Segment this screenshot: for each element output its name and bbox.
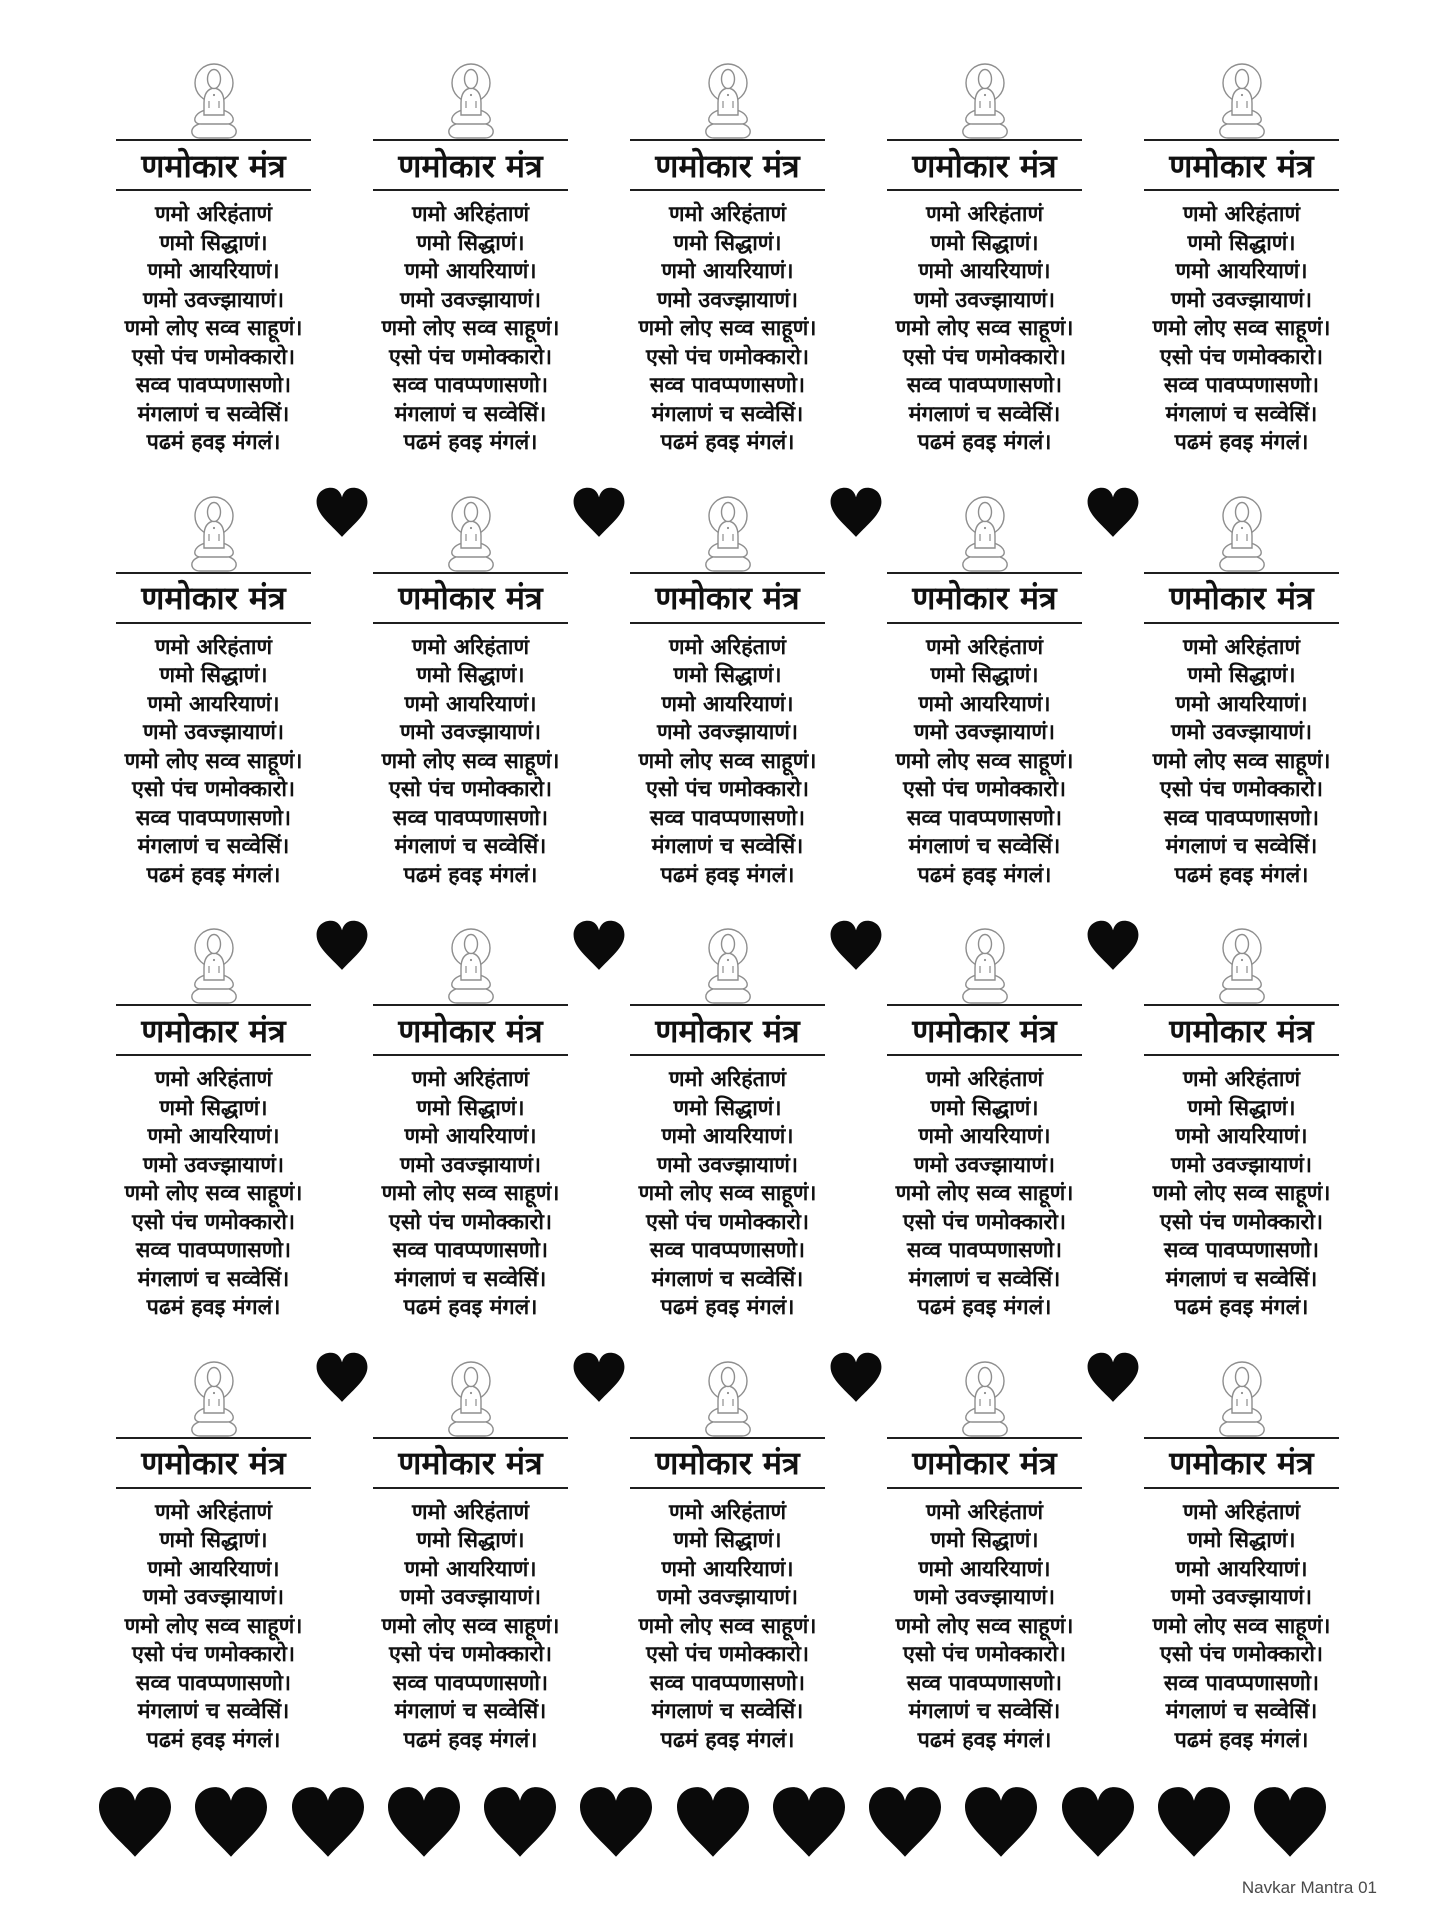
mantra-line: एसो पंच णमोक्कारो। <box>902 1642 1067 1667</box>
mantra-card <box>887 1356 1082 1756</box>
mantra-line: णमो लोए सव्व साहूणं। <box>1152 1181 1331 1206</box>
card-title: णमोकार मंत्र <box>1144 1437 1339 1489</box>
mantra-line: णमो सिद्धाणं। <box>673 1095 782 1121</box>
mantra-card <box>116 58 311 458</box>
card-row <box>116 491 1339 891</box>
mantra-line: पढमं हवइ मंगलं। <box>660 1295 795 1320</box>
mantra-card <box>116 1356 311 1756</box>
heart-icon <box>311 919 373 971</box>
mantra-text <box>373 1066 568 1323</box>
heart-icon <box>1082 486 1144 538</box>
mantra-line: पढमं हवइ मंगलं। <box>1174 1727 1309 1753</box>
mantra-card <box>116 923 311 1323</box>
mantra-line: मंगलाणं च सव्वेसिं। <box>137 1266 290 1292</box>
mantra-line: पढमं हवइ मंगलं। <box>1174 862 1309 888</box>
tirthankara-figure-icon <box>181 1356 247 1438</box>
mantra-line: मंगलाणं च सव्वेसिं। <box>394 834 547 859</box>
mantra-card <box>630 58 825 458</box>
mantra-line: मंगलाणं च सव्वेसिं। <box>137 401 290 427</box>
mantra-line: णमो अरिहंताणं <box>411 1499 530 1525</box>
mantra-line: णमो आयरियाणं। <box>147 259 280 284</box>
mantra-line: सव्व पावप्पणासणो। <box>392 805 549 831</box>
tirthankara-figure-icon <box>952 58 1018 140</box>
tirthankara-figure-icon <box>1209 491 1275 573</box>
mantra-line: णमो अरिहंताणं <box>925 634 1044 660</box>
mantra-line: णमो उवज्झायाणं। <box>142 720 285 745</box>
mantra-line: पढमं हवइ मंगलं। <box>146 862 281 888</box>
mantra-line: णमो अरिहंताणं <box>154 1499 273 1525</box>
card-row <box>116 1356 1339 1756</box>
heart-icon <box>568 1351 630 1403</box>
tirthankara-figure-icon <box>181 58 247 140</box>
mantra-line: णमो आयरियाणं। <box>147 1124 280 1149</box>
mantra-line: णमो लोए सव्व साहूणं। <box>381 1613 560 1639</box>
mantra-line: णमो उवज्झायाणं। <box>142 1585 285 1610</box>
mantra-line: णमो आयरियाणं। <box>404 691 537 717</box>
mantra-line: णमो आयरियाणं। <box>1175 1124 1308 1149</box>
mantra-line: मंगलाणं च सव्वेसिं। <box>1165 1266 1318 1292</box>
mantra-line: णमो सिद्धाणं। <box>1187 1528 1296 1553</box>
mantra-line: णमो लोए सव्व साहूणं। <box>381 316 560 341</box>
mantra-card <box>887 923 1082 1323</box>
mantra-line: णमो अरिहंताणं <box>668 634 787 660</box>
heart-icon <box>961 1784 1041 1859</box>
mantra-text <box>373 1499 568 1756</box>
card-title: णमोकार मंत्र <box>116 1004 311 1056</box>
mantra-line: णमो उवज्झायाणं। <box>656 720 799 745</box>
mantra-line: एसो पंच णमोक्कारो। <box>131 344 296 370</box>
card-title: णमोकार मंत्र <box>1144 1004 1339 1056</box>
mantra-line: एसो पंच णमोक्कारो। <box>131 1642 296 1667</box>
mantra-line: पढमं हवइ मंगलं। <box>146 1295 281 1320</box>
heart-icon <box>825 919 887 971</box>
tirthankara-figure-icon <box>952 1356 1018 1438</box>
mantra-line: णमो सिद्धाणं। <box>930 1528 1039 1553</box>
mantra-line: णमो लोए सव्व साहूणं। <box>895 316 1074 341</box>
mantra-line: सव्व पावप्पणासणो। <box>135 805 292 831</box>
mantra-line: णमो सिद्धाणं। <box>673 1528 782 1553</box>
mantra-text <box>373 201 568 458</box>
mantra-line: पढमं हवइ मंगलं। <box>403 862 538 888</box>
heart-icon <box>1250 1784 1330 1859</box>
mantra-line: णमो आयरियाणं। <box>918 259 1051 284</box>
mantra-line: णमो आयरियाणं। <box>918 691 1051 717</box>
mantra-line: णमो अरिहंताणं <box>925 1499 1044 1525</box>
tirthankara-figure-icon <box>695 923 761 1005</box>
mantra-line: णमो अरिहंताणं <box>668 1499 787 1525</box>
tirthankara-figure-icon <box>695 58 761 140</box>
mantra-line: णमो लोए सव्व साहूणं। <box>895 1613 1074 1639</box>
mantra-line: णमो उवज्झायाणं। <box>913 1585 1056 1610</box>
mantra-line: णमो सिद्धाणं। <box>159 230 268 256</box>
tirthankara-figure-icon <box>695 1356 761 1438</box>
mantra-line: मंगलाणं च सव्वेसिं। <box>651 1266 804 1292</box>
tirthankara-figure-icon <box>438 1356 504 1438</box>
mantra-card <box>373 923 568 1323</box>
mantra-line: सव्व पावप्पणासणो। <box>1163 805 1320 831</box>
mantra-line: मंगलाणं च सव्वेसिं। <box>1165 401 1318 427</box>
heart-icon <box>1082 1351 1144 1403</box>
mantra-line: मंगलाणं च सव्वेसिं। <box>651 401 804 427</box>
mantra-text <box>116 634 311 891</box>
mantra-line: मंगलाणं च सव्वेसिं। <box>908 1266 1061 1292</box>
card-title: णमोकार मंत्र <box>373 1437 568 1489</box>
mantra-line: सव्व पावप्पणासणो। <box>649 1238 806 1263</box>
mantra-line: णमो आयरियाणं। <box>147 1556 280 1582</box>
heart-icon <box>1082 919 1144 971</box>
tirthankara-figure-icon <box>181 923 247 1005</box>
mantra-line: पढमं हवइ मंगलं। <box>917 430 1052 455</box>
tirthankara-figure-icon <box>438 58 504 140</box>
mantra-line: सव्व पावप्पणासणो। <box>649 373 806 398</box>
mantra-line: णमो अरिहंताणं <box>925 202 1044 227</box>
mantra-line: एसो पंच णमोक्कारो। <box>131 1209 296 1235</box>
mantra-text <box>630 1066 825 1323</box>
mantra-line: णमो सिद्धाणं। <box>930 230 1039 256</box>
mantra-line: एसो पंच णमोक्कारो। <box>645 777 810 802</box>
mantra-card <box>1144 491 1339 891</box>
mantra-line: एसो पंच णमोक्कारो। <box>902 777 1067 802</box>
mantra-text <box>887 1066 1082 1323</box>
heart-icon <box>191 1784 271 1859</box>
mantra-line: एसो पंच णमोक्कारो। <box>1159 344 1324 370</box>
mantra-text <box>373 634 568 891</box>
mantra-line: णमो लोए सव्व साहूणं। <box>1152 1613 1331 1639</box>
mantra-text <box>630 634 825 891</box>
card-title: णमोकार मंत्र <box>1144 139 1339 191</box>
mantra-line: मंगलाणं च सव्वेसिं। <box>908 401 1061 427</box>
mantra-line: णमो लोए सव्व साहूणं। <box>381 748 560 774</box>
mantra-line: णमो आयरियाणं। <box>147 691 280 717</box>
mantra-text <box>116 1499 311 1756</box>
mantra-line: पढमं हवइ मंगलं। <box>403 1295 538 1320</box>
card-title: णमोकार मंत्र <box>630 1437 825 1489</box>
mantra-line: णमो सिद्धाणं। <box>416 230 525 256</box>
mantra-line: सव्व पावप्पणासणो। <box>392 1670 549 1696</box>
tirthankara-figure-icon <box>1209 1356 1275 1438</box>
mantra-line: सव्व पावप्पणासणो। <box>906 1238 1063 1263</box>
footer-label: Navkar Mantra 01 <box>1241 1878 1377 1897</box>
card-title: णमोकार मंत्र <box>630 1004 825 1056</box>
mantra-card <box>630 491 825 891</box>
mantra-card <box>630 923 825 1323</box>
mantra-line: णमो उवज्झायाणं। <box>142 1152 285 1178</box>
mantra-card <box>1144 923 1339 1323</box>
mantra-line: णमो लोए सव्व साहूणं। <box>895 1181 1074 1206</box>
mantra-line: पढमं हवइ मंगलं। <box>917 862 1052 888</box>
mantra-line: मंगलाणं च सव्वेसिं। <box>137 1699 290 1724</box>
mantra-line: णमो अरिहंताणं <box>154 1067 273 1092</box>
mantra-line: णमो सिद्धाणं। <box>1187 230 1296 256</box>
mantra-line: णमो उवज्झायाणं। <box>1170 1152 1313 1178</box>
mantra-line: णमो आयरियाणं। <box>404 259 537 284</box>
mantra-line: एसो पंच णमोक्कारो। <box>131 777 296 802</box>
mantra-line: णमो सिद्धाणं। <box>930 663 1039 688</box>
heart-icon <box>568 486 630 538</box>
mantra-line: णमो आयरियाणं। <box>918 1556 1051 1582</box>
mantra-line: णमो उवज्झायाणं। <box>142 287 285 313</box>
mantra-line: णमो सिद्धाणं। <box>416 663 525 688</box>
mantra-card <box>373 1356 568 1756</box>
card-title: णमोकार मंत्र <box>630 572 825 624</box>
card-row <box>116 923 1339 1323</box>
mantra-line: णमो उवज्झायाणं। <box>656 287 799 313</box>
mantra-line: णमो लोए सव्व साहूणं। <box>124 1613 303 1639</box>
tirthankara-figure-icon <box>438 491 504 573</box>
mantra-line: एसो पंच णमोक्कारो। <box>645 344 810 370</box>
heart-icon <box>865 1784 945 1859</box>
heart-icon <box>825 486 887 538</box>
mantra-text <box>887 201 1082 458</box>
mantra-line: णमो अरिहंताणं <box>1182 202 1301 227</box>
mantra-line: णमो उवज्झायाणं। <box>913 720 1056 745</box>
mantra-card <box>1144 1356 1339 1756</box>
mantra-line: णमो अरिहंताणं <box>925 1067 1044 1092</box>
card-title: णमोकार मंत्र <box>116 139 311 191</box>
mantra-line: पढमं हवइ मंगलं। <box>660 1727 795 1753</box>
mantra-line: णमो उवज्झायाणं। <box>656 1152 799 1178</box>
mantra-line: पढमं हवइ मंगलं। <box>1174 430 1309 455</box>
mantra-line: सव्व पावप्पणासणो। <box>906 1670 1063 1696</box>
mantra-card <box>630 1356 825 1756</box>
mantra-line: णमो सिद्धाणं। <box>673 230 782 256</box>
mantra-line: णमो उवज्झायाणं। <box>399 1152 542 1178</box>
mantra-line: णमो सिद्धाणं। <box>416 1095 525 1121</box>
mantra-line: णमो सिद्धाणं। <box>673 663 782 688</box>
mantra-line: पढमं हवइ मंगलं। <box>660 430 795 455</box>
mantra-line: सव्व पावप्पणासणो। <box>649 1670 806 1696</box>
mantra-text <box>887 634 1082 891</box>
card-row <box>116 58 1339 458</box>
mantra-line: णमो सिद्धाणं। <box>416 1528 525 1553</box>
mantra-line: णमो अरिहंताणं <box>668 202 787 227</box>
heart-icon <box>825 1351 887 1403</box>
mantra-line: णमो अरिहंताणं <box>1182 1067 1301 1092</box>
tirthankara-figure-icon <box>181 491 247 573</box>
mantra-line: पढमं हवइ मंगलं। <box>403 1727 538 1753</box>
mantra-card <box>887 58 1082 458</box>
mantra-line: णमो उवज्झायाणं। <box>656 1585 799 1610</box>
heart-icon <box>311 486 373 538</box>
mantra-line: णमो उवज्झायाणं। <box>913 1152 1056 1178</box>
mantra-line: णमो उवज्झायाणं। <box>399 287 542 313</box>
mantra-line: मंगलाणं च सव्वेसिं। <box>908 1699 1061 1724</box>
mantra-line: णमो उवज्झायाणं। <box>1170 287 1313 313</box>
mantra-line: णमो अरिहंताणं <box>1182 634 1301 660</box>
mantra-line: सव्व पावप्पणासणो। <box>906 805 1063 831</box>
mantra-line: णमो आयरियाणं। <box>661 691 794 717</box>
mantra-card <box>373 491 568 891</box>
mantra-line: णमो सिद्धाणं। <box>159 663 268 688</box>
mantra-text <box>630 201 825 458</box>
mantra-text <box>887 1499 1082 1756</box>
heart-icon <box>95 1784 175 1859</box>
mantra-text <box>116 1066 311 1323</box>
mantra-line: णमो उवज्झायाणं। <box>913 287 1056 313</box>
mantra-text <box>1144 1499 1339 1756</box>
mantra-line: णमो अरिहंताणं <box>154 634 273 660</box>
mantra-line: णमो लोए सव्व साहूणं। <box>1152 748 1331 774</box>
mantra-line: णमो आयरियाणं। <box>1175 691 1308 717</box>
mantra-line: णमो आयरियाणं। <box>918 1124 1051 1149</box>
mantra-line: एसो पंच णमोक्कारो। <box>1159 1642 1324 1667</box>
mantra-line: सव्व पावप्पणासणो। <box>135 373 292 398</box>
mantra-line: णमो लोए सव्व साहूणं। <box>124 316 303 341</box>
mantra-card <box>116 491 311 891</box>
mantra-line: णमो लोए सव्व साहूणं। <box>638 1181 817 1206</box>
mantra-line: पढमं हवइ मंगलं। <box>403 430 538 455</box>
mantra-line: मंगलाणं च सव्वेसिं। <box>1165 834 1318 859</box>
mantra-card <box>887 491 1082 891</box>
tirthankara-figure-icon <box>1209 58 1275 140</box>
mantra-line: सव्व पावप्पणासणो। <box>1163 1238 1320 1263</box>
mantra-line: मंगलाणं च सव्वेसिं। <box>394 1266 547 1292</box>
mantra-text <box>1144 201 1339 458</box>
mantra-line: मंगलाणं च सव्वेसिं। <box>1165 1699 1318 1724</box>
mantra-line: णमो अरिहंताणं <box>154 202 273 227</box>
tirthankara-figure-icon <box>438 923 504 1005</box>
mantra-line: सव्व पावप्पणासणो। <box>1163 1670 1320 1696</box>
mantra-line: णमो लोए सव्व साहूणं। <box>638 1613 817 1639</box>
mantra-line: णमो लोए सव्व साहूणं। <box>895 748 1074 774</box>
mantra-line: णमो सिद्धाणं। <box>930 1095 1039 1121</box>
mantra-line: एसो पंच णमोक्कारो। <box>388 777 553 802</box>
mantra-line: णमो अरिहंताणं <box>411 1067 530 1092</box>
card-title: णमोकार मंत्र <box>887 139 1082 191</box>
mantra-line: णमो लोए सव्व साहूणं। <box>638 316 817 341</box>
mantra-line: णमो लोए सव्व साहूणं। <box>381 1181 560 1206</box>
mantra-line: णमो अरिहंताणं <box>668 1067 787 1092</box>
mantra-line: मंगलाणं च सव्वेसिं। <box>394 401 547 427</box>
mantra-line: एसो पंच णमोक्कारो। <box>645 1209 810 1235</box>
mantra-line: मंगलाणं च सव्वेसिं। <box>908 834 1061 859</box>
mantra-line: मंगलाणं च सव्वेसिं। <box>137 834 290 859</box>
tirthankara-figure-icon <box>1209 923 1275 1005</box>
mantra-line: एसो पंच णमोक्कारो। <box>902 1209 1067 1235</box>
mantra-line: णमो उवज्झायाणं। <box>399 1585 542 1610</box>
heart-icon <box>568 919 630 971</box>
tirthankara-figure-icon <box>952 491 1018 573</box>
mantra-line: णमो उवज्झायाणं। <box>1170 1585 1313 1610</box>
mantra-line: एसो पंच णमोक्कारो। <box>645 1642 810 1667</box>
tirthankara-figure-icon <box>952 923 1018 1005</box>
mantra-line: पढमं हवइ मंगलं। <box>146 430 281 455</box>
mantra-line: एसो पंच णमोक्कारो। <box>388 1209 553 1235</box>
mantra-line: णमो आयरियाणं। <box>1175 1556 1308 1582</box>
card-title: णमोकार मंत्र <box>630 139 825 191</box>
mantra-line: णमो आयरियाणं। <box>661 1556 794 1582</box>
heart-icon <box>311 1351 373 1403</box>
mantra-line: मंगलाणं च सव्वेसिं। <box>651 1699 804 1724</box>
mantra-line: पढमं हवइ मंगलं। <box>660 862 795 888</box>
card-title: णमोकार मंत्र <box>373 1004 568 1056</box>
mantra-line: णमो लोए सव्व साहूणं। <box>638 748 817 774</box>
card-title: णमोकार मंत्र <box>116 572 311 624</box>
card-title: णमोकार मंत्र <box>373 572 568 624</box>
mantra-text <box>630 1499 825 1756</box>
mantra-line: णमो उवज्झायाणं। <box>399 720 542 745</box>
heart-icon <box>1154 1784 1234 1859</box>
mantra-card <box>373 58 568 458</box>
heart-icon <box>384 1784 464 1859</box>
mantra-line: सव्व पावप्पणासणो। <box>392 1238 549 1263</box>
heart-icon <box>1058 1784 1138 1859</box>
mantra-line: पढमं हवइ मंगलं। <box>917 1295 1052 1320</box>
card-title: णमोकार मंत्र <box>116 1437 311 1489</box>
mantra-line: णमो आयरियाणं। <box>661 259 794 284</box>
mantra-line: णमो अरिहंताणं <box>411 202 530 227</box>
heart-icon <box>769 1784 849 1859</box>
mantra-card <box>1144 58 1339 458</box>
card-title: णमोकार मंत्र <box>887 1004 1082 1056</box>
card-title: णमोकार मंत्र <box>887 1437 1082 1489</box>
heart-icon <box>576 1784 656 1859</box>
mantra-line: णमो अरिहंताणं <box>1182 1499 1301 1525</box>
mantra-line: णमो सिद्धाणं। <box>159 1528 268 1553</box>
mantra-line: सव्व पावप्पणासणो। <box>906 373 1063 398</box>
mantra-line: पढमं हवइ मंगलं। <box>146 1727 281 1753</box>
mantra-line: णमो आयरियाणं। <box>1175 259 1308 284</box>
mantra-line: णमो सिद्धाणं। <box>159 1095 268 1121</box>
mantra-line: एसो पंच णमोक्कारो। <box>1159 777 1324 802</box>
mantra-line: मंगलाणं च सव्वेसिं। <box>651 834 804 859</box>
mantra-line: णमो सिद्धाणं। <box>1187 663 1296 688</box>
mantra-line: णमो लोए सव्व साहूणं। <box>124 748 303 774</box>
mantra-line: सव्व पावप्पणासणो। <box>1163 373 1320 398</box>
mantra-line: णमो लोए सव्व साहूणं। <box>1152 316 1331 341</box>
heart-icon <box>480 1784 560 1859</box>
mantra-line: एसो पंच णमोक्कारो। <box>1159 1209 1324 1235</box>
mantra-line: एसो पंच णमोक्कारो। <box>388 1642 553 1667</box>
mantra-line: सव्व पावप्पणासणो। <box>392 373 549 398</box>
mantra-line: एसो पंच णमोक्कारो। <box>902 344 1067 370</box>
mantra-line: णमो आयरियाणं। <box>404 1556 537 1582</box>
mantra-line: पढमं हवइ मंगलं। <box>1174 1295 1309 1320</box>
mantra-line: सव्व पावप्पणासणो। <box>649 805 806 831</box>
mantra-line: सव्व पावप्पणासणो। <box>135 1670 292 1696</box>
mantra-line: सव्व पावप्पणासणो। <box>135 1238 292 1263</box>
mantra-line: एसो पंच णमोक्कारो। <box>388 344 553 370</box>
mantra-line: णमो आयरियाणं। <box>404 1124 537 1149</box>
tirthankara-figure-icon <box>695 491 761 573</box>
mantra-line: पढमं हवइ मंगलं। <box>917 1727 1052 1753</box>
mantra-line: णमो लोए सव्व साहूणं। <box>124 1181 303 1206</box>
mantra-line: णमो उवज्झायाणं। <box>1170 720 1313 745</box>
heart-icon <box>288 1784 368 1859</box>
mantra-text <box>1144 634 1339 891</box>
mantra-text <box>116 201 311 458</box>
card-title: णमोकार मंत्र <box>1144 572 1339 624</box>
card-title: णमोकार मंत्र <box>887 572 1082 624</box>
mantra-line: णमो आयरियाणं। <box>661 1124 794 1149</box>
heart-icon <box>673 1784 753 1859</box>
mantra-line: मंगलाणं च सव्वेसिं। <box>394 1699 547 1724</box>
mantra-line: णमो सिद्धाणं। <box>1187 1095 1296 1121</box>
card-title: णमोकार मंत्र <box>373 139 568 191</box>
mantra-text <box>1144 1066 1339 1323</box>
mantra-line: णमो अरिहंताणं <box>411 634 530 660</box>
